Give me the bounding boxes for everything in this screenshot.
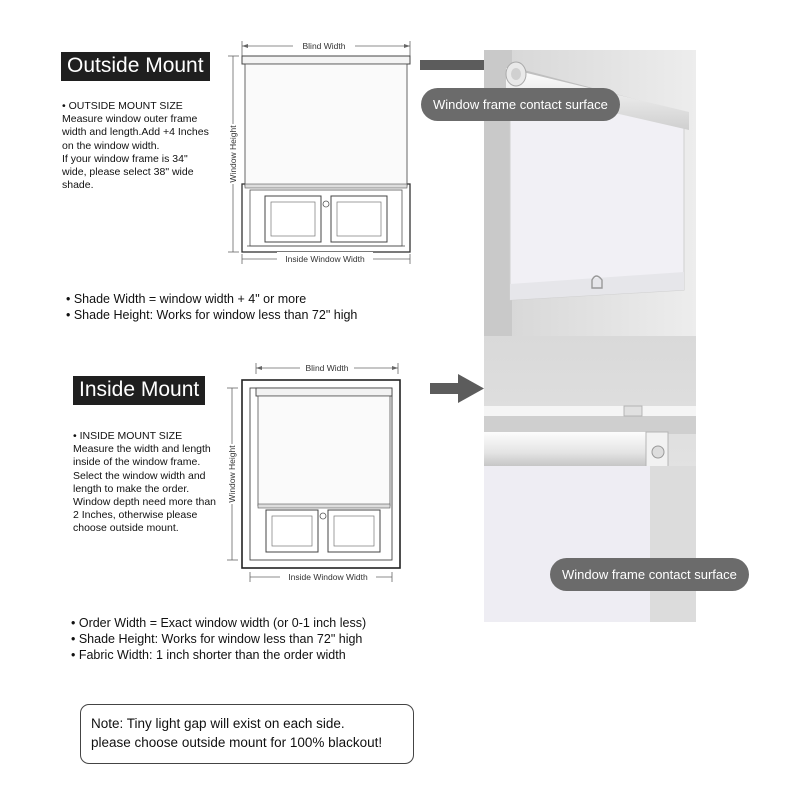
outside-bullet: • Shade Width = window width + 4" or more	[66, 292, 307, 306]
outside-inside-window-width-label: Inside Window Width	[285, 254, 365, 264]
inside-contact-surface-callout: Window frame contact surface	[550, 558, 749, 591]
outside-mount-bullets	[66, 291, 357, 323]
outside-mount-diagram	[225, 36, 425, 270]
outside-mount-description: • OUTSIDE MOUNT SIZE Measure window outer frame width and length.Add +4 Inches on the window width. If your window frame is 34" wide, please select 38" wide shade.	[62, 100, 209, 192]
outside-blind-width-label: Blind Width	[302, 41, 346, 51]
outside-contact-surface-callout: Window frame contact surface	[421, 88, 620, 121]
inside-window-height-label: Window Height	[227, 445, 237, 503]
inside-bullet: • Order Width = Exact window width (or 0-1 inch less)	[71, 616, 367, 630]
inside-bullet: • Fabric Width: 1 inch shorter than the order width	[71, 648, 346, 662]
inside-mount-title: Inside Mount	[73, 376, 205, 405]
inside-mount-diagram	[222, 358, 418, 586]
blackout-note: Note: Tiny light gap will exist on each side. please choose outside mount for 100% blackout!	[80, 704, 414, 764]
outside-bullet: • Shade Height: Works for window less than 72" high	[66, 308, 358, 322]
outside-window-height-label: Window Height	[228, 125, 238, 183]
inside-mount-bullets	[71, 615, 366, 663]
inside-mount-description: • INSIDE MOUNT SIZE Measure the width and length inside of the window frame. Select the window width and length to make the order. Window depth need more than 2 Inches, otherwise please choose outside mount.	[73, 430, 217, 535]
inside-bullet: • Shade Height: Works for window less than 72" high	[71, 632, 363, 646]
outside-mount-title: Outside Mount	[61, 52, 210, 81]
inside-blind-width-label: Blind Width	[305, 363, 349, 373]
inside-arrow-icon	[428, 374, 488, 404]
inside-inside-window-width-label: Inside Window Width	[288, 572, 368, 582]
